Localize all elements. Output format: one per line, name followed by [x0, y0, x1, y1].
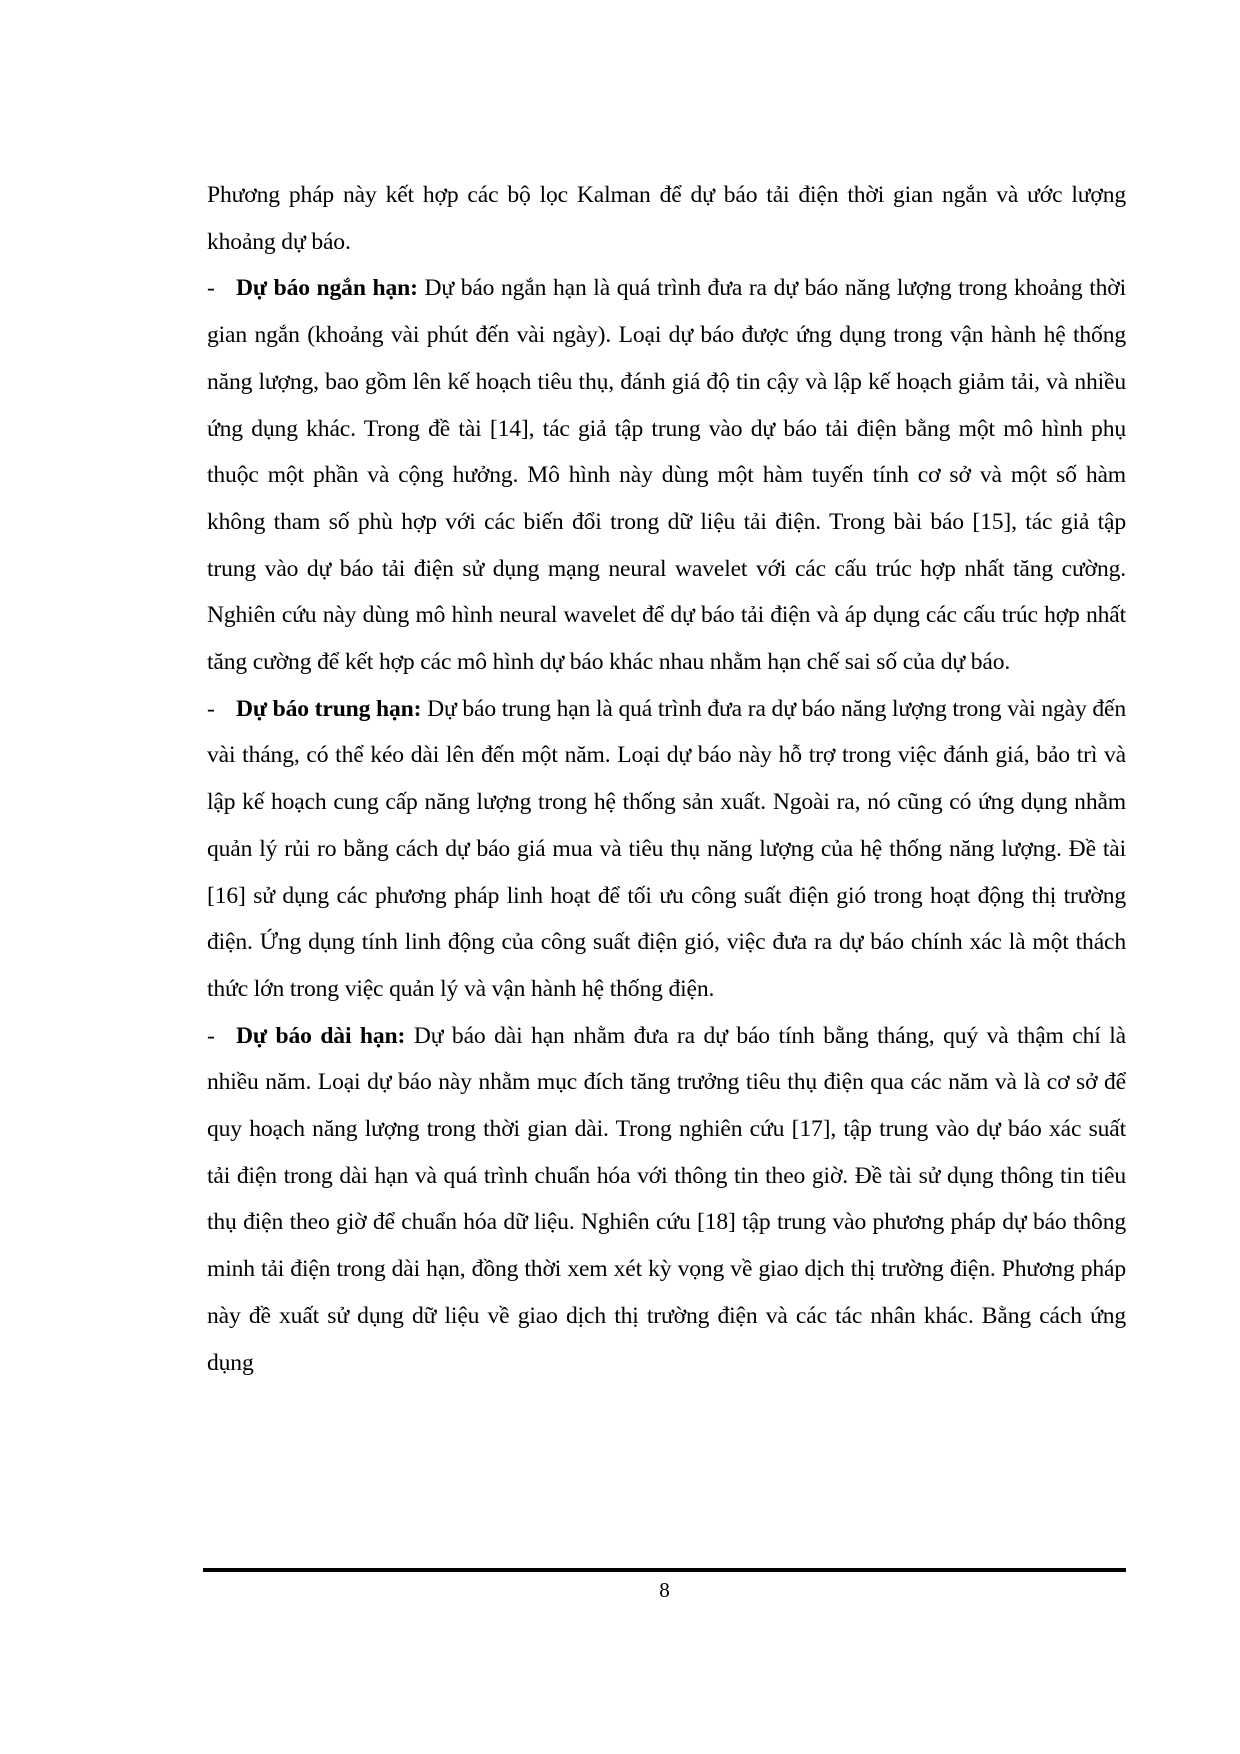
- bullet-dash: -: [207, 275, 215, 302]
- section-heading: Dự báo ngắn hạn:: [236, 275, 418, 302]
- page-body: [207, 172, 1126, 1386]
- intro-paragraph: Phương pháp này kết hợp các bộ lọc Kalman để dự báo tải điện thời gian ngắn và ước lượng khoảng dự báo.: [207, 182, 1126, 255]
- section-medium-term: [207, 686, 1126, 1013]
- page-number: 8: [659, 1578, 670, 1602]
- section-text: Dự báo dài hạn nhằm đưa ra dự báo tính bằng tháng, quý và thậm chí là nhiều năm. Loại dự báo này nhằm mục đích tăng trưởng tiêu thụ điện qua các năm và là cơ sở để quy hoạch năng lượng trong thời gian dài. Trong nghiên cứu [17], tập trung vào dự báo xác suất tải điện trong dài hạn và quá trình chuẩn hóa với thông tin theo giờ. Đề tài sử dụng thông tin tiêu thụ điện theo giờ để chuẩn hóa dữ liệu. Nghiên cứu [18] tập trung vào phương pháp dự báo thông minh tải điện trong dài hạn, đồng thời xem xét kỳ vọng về giao dịch thị trường điện. Phương pháp này đề xuất sử dụng dữ liệu về giao dịch thị trường điện và các tác nhân khác. Bằng cách ứng dụng: [207, 1022, 1126, 1376]
- bullet-dash: -: [207, 1022, 215, 1049]
- section-heading: Dự báo dài hạn:: [236, 1022, 406, 1049]
- bullet-dash: -: [207, 695, 215, 722]
- footer-rule: [203, 1568, 1126, 1572]
- section-long-term: [207, 1013, 1126, 1387]
- section-heading: Dự báo trung hạn:: [236, 695, 422, 722]
- section-text: Dự báo ngắn hạn là quá trình đưa ra dự báo năng lượng trong khoảng thời gian ngắn (khoảng vài phút đến vài ngày). Loại dự báo được ứng dụng trong vận hành hệ thống năng lượng, bao gồm lên kế hoạch tiêu thụ, đánh giá độ tin cậy và lập kế hoạch giảm tải, và nhiều ứng dụng khác. Trong đề tài [14], tác giả tập trung vào dự báo tải điện bằng một mô hình phụ thuộc một phần và cộng hưởng. Mô hình này dùng một hàm tuyến tính cơ sở và một số hàm không tham số phù hợp với các biến đổi trong dữ liệu tải điện. Trong bài báo [15], tác giả tập trung vào dự báo tải điện sử dụng mạng neural wavelet với các cấu trúc hợp nhất tăng cường. Nghiên cứu này dùng mô hình neural wavelet để dự báo tải điện và áp dụng các cấu trúc hợp nhất tăng cường để kết hợp các mô hình dự báo khác nhau nhằm hạn chế sai số của dự báo.: [207, 275, 1126, 676]
- section-text: Dự báo trung hạn là quá trình đưa ra dự báo năng lượng trong vài ngày đến vài tháng, có thể kéo dài lên đến một năm. Loại dự báo này hỗ trợ trong việc đánh giá, bảo trì và lập kế hoạch cung cấp năng lượng trong hệ thống sản xuất. Ngoài ra, nó cũng có ứng dụng nhằm quản lý rủi ro bằng cách dự báo giá mua và tiêu thụ năng lượng của hệ thống năng lượng. Đề tài [16] sử dụng các phương pháp linh hoạt để tối ưu công suất điện gió trong hoạt động thị trường điện. Ứng dụng tính linh động của công suất điện gió, việc đưa ra dự báo chính xác là một thách thức lớn trong việc quản lý và vận hành hệ thống điện.: [207, 695, 1126, 1002]
- section-short-term: [207, 265, 1126, 685]
